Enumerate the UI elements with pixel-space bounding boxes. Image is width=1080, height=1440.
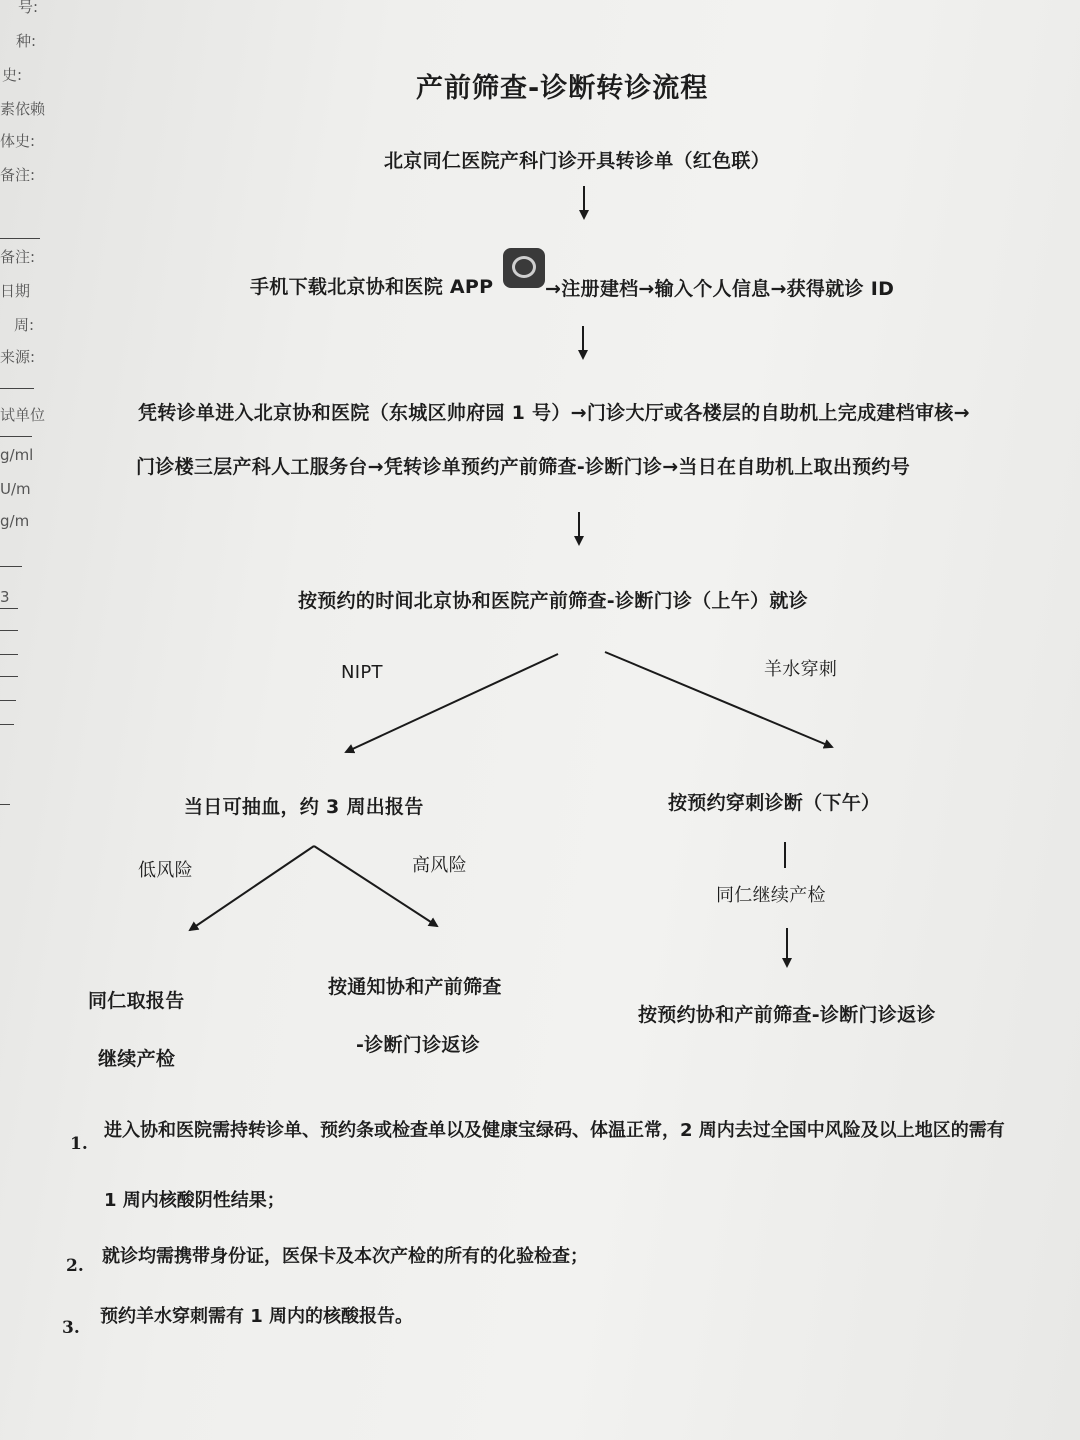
margin-label: 史: xyxy=(2,66,23,84)
low-risk-label: 低风险 xyxy=(138,860,193,881)
margin-label: 种: xyxy=(16,32,37,50)
margin-label: 体史: xyxy=(0,132,36,150)
margin-label: 试单位 xyxy=(0,406,46,424)
arrow-to-amniocentesis xyxy=(605,652,832,747)
note-2: 就诊均需携带身份证，医保卡及本次产检的所有的化验检查； xyxy=(102,1246,588,1267)
step-download-app: 手机下载北京协和医院 APP xyxy=(250,276,494,298)
note-1-line2: 1 周内核酸阴性结果； xyxy=(104,1190,285,1211)
high-risk-outcome-line2: -诊断门诊返诊 xyxy=(356,1034,480,1056)
margin-label: g/ml xyxy=(0,446,34,464)
page-title: 产前筛查-诊断转诊流程 xyxy=(416,73,709,104)
note-number: 1. xyxy=(70,1134,88,1154)
step-referral: 北京同仁医院产科门诊开具转诊单（红色联） xyxy=(384,150,771,172)
branch-label-nipt: NIPT xyxy=(341,662,383,683)
margin-label: g/m xyxy=(0,512,30,530)
low-risk-outcome-line1: 同仁取报告 xyxy=(88,990,185,1012)
step-register: →注册建档→输入个人信息→获得就诊 ID xyxy=(545,278,895,300)
continue-checkup-tongren: 同仁继续产检 xyxy=(716,885,826,906)
margin-label: 素依赖 xyxy=(0,100,46,118)
arrow-high-risk xyxy=(314,846,437,926)
note-number: 2. xyxy=(66,1256,84,1276)
note-number: 3. xyxy=(62,1318,80,1338)
margin-label: 3 xyxy=(0,588,10,606)
step-checkin-line1: 凭转诊单进入北京协和医院（东城区帅府园 1 号）→门诊大厅或各楼层的自助机上完成建档审核→ xyxy=(138,402,970,424)
arrow-low-risk xyxy=(190,846,314,930)
step-checkin-line2: 门诊楼三层产科人工服务台→凭转诊单预约产前筛查-诊断门诊→当日在自助机上取出预约号 xyxy=(136,456,911,478)
arrow-to-nipt xyxy=(346,654,558,752)
note-3: 预约羊水穿刺需有 1 周内的核酸报告。 xyxy=(100,1306,414,1327)
margin-label: U/m xyxy=(0,480,31,498)
margin-label: 备注: xyxy=(0,166,36,184)
margin-label: 周: xyxy=(14,316,35,334)
note-1-line1: 进入协和医院需持转诊单、预约条或检查单以及健康宝绿码、体温正常，2 周内去过全国中风险及以上地区的需有 xyxy=(104,1120,1005,1141)
margin-label: 来源: xyxy=(0,348,36,366)
branch-label-amniocentesis: 羊水穿刺 xyxy=(764,659,838,680)
amniocentesis-outcome: 按预约协和产前筛查-诊断门诊返诊 xyxy=(638,1004,936,1026)
step-visit: 按预约的时间北京协和医院产前筛查-诊断门诊（上午）就诊 xyxy=(298,590,808,612)
high-risk-outcome-line1: 按通知协和产前筛查 xyxy=(328,976,502,998)
margin-label: 号: xyxy=(18,0,39,16)
low-risk-outcome-line2: 继续产检 xyxy=(98,1048,176,1070)
high-risk-label: 高风险 xyxy=(412,855,467,876)
margin-label: 日期 xyxy=(0,282,31,300)
nipt-result: 当日可抽血，约 3 周出报告 xyxy=(184,796,424,818)
amniocentesis-appointment: 按预约穿刺诊断（下午） xyxy=(668,792,881,814)
margin-label: 备注: xyxy=(0,248,36,266)
